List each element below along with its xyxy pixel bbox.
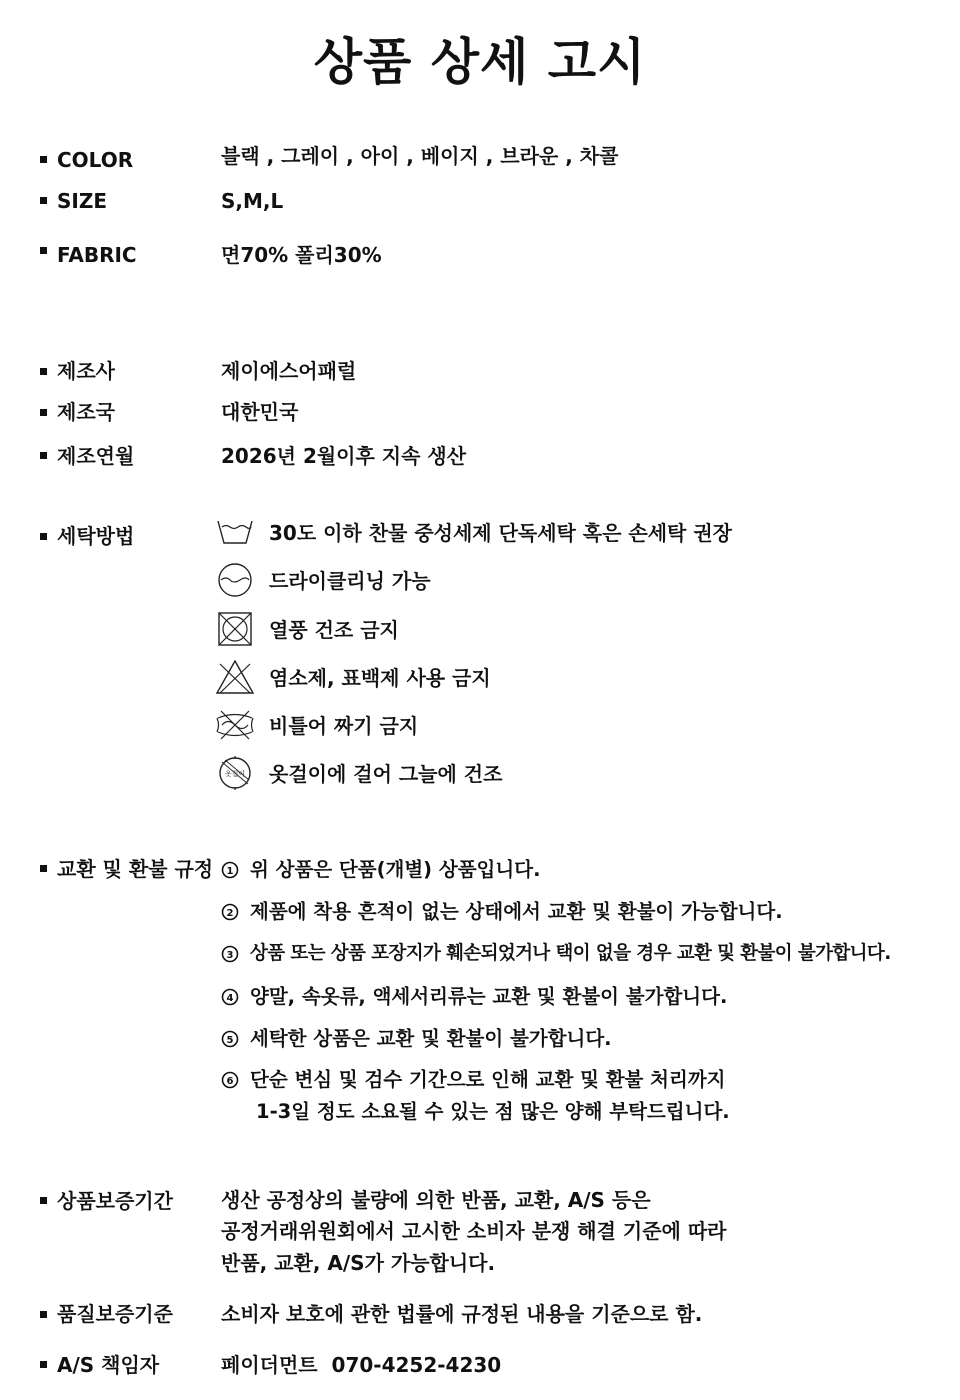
policy-label: 교환 및 환불 규정 [57, 857, 214, 881]
color-label: COLOR [57, 148, 134, 172]
maker-value: 제이에스어패럴 [221, 359, 357, 383]
as-value: 페이더먼트 070-4252-4230 [221, 1353, 502, 1377]
size-value: S,M,L [221, 189, 284, 213]
bullet [40, 1197, 47, 1204]
care-text: 옷걸이에 걸어 그늘에 건조 [269, 762, 503, 786]
policy-item: 제품에 착용 흔적이 없는 상태에서 교환 및 환불이 가능합니다. [250, 900, 783, 923]
svg-text:2: 2 [226, 908, 234, 919]
warranty-label: 상품보증기간 [57, 1189, 173, 1213]
quality-label: 품질보증기준 [57, 1302, 173, 1326]
circled-number-3-icon [221, 945, 239, 963]
care-text: 염소제, 표백제 사용 금지 [269, 666, 491, 690]
bullet [40, 1361, 47, 1368]
warranty-line: 생산 공정상의 불량에 의한 반품, 교환, A/S 등은 [221, 1188, 651, 1212]
care-text: 비틀어 짜기 금지 [269, 714, 419, 738]
circled-number-6-icon [221, 1071, 239, 1089]
bullet [40, 452, 47, 459]
svg-text:5: 5 [226, 1035, 234, 1046]
care-text: 드라이클리닝 가능 [269, 569, 431, 593]
warranty-line: 공정거래위원회에서 고시한 소비자 분쟁 해결 기준에 따라 [221, 1219, 727, 1243]
svg-text:1: 1 [226, 866, 234, 877]
no-bleach-icon [216, 660, 254, 694]
date-label: 제조연월 [57, 444, 135, 468]
bullet [40, 197, 47, 204]
no-tumble-dry-icon [216, 612, 254, 646]
bullet [40, 368, 47, 375]
fabric-value: 면70% 폴리30% [221, 243, 382, 267]
policy-item: 위 상품은 단품(개별) 상품입니다. [250, 858, 541, 881]
bullet [40, 247, 47, 254]
maker-label: 제조사 [57, 359, 115, 383]
svg-text:3: 3 [226, 950, 234, 961]
warranty-line: 반품, 교환, A/S가 가능합니다. [221, 1251, 496, 1275]
circled-number-5-icon [221, 1030, 239, 1048]
policy-item: 양말, 속옷류, 액세서리류는 교환 및 환불이 불가합니다. [250, 985, 728, 1008]
care-text: 열풍 건조 금지 [269, 618, 399, 642]
no-wring-icon [216, 708, 254, 742]
fabric-label: FABRIC [57, 243, 137, 267]
policy-item: 상품 또는 상품 포장지가 훼손되었거나 택이 없을 경우 교환 및 환불이 불가합니다. [250, 943, 891, 964]
wash-tub-icon [216, 515, 254, 549]
as-label: A/S 책임자 [57, 1353, 160, 1377]
svg-text:4: 4 [226, 993, 234, 1004]
page-title: 상품 상세 고시 [313, 33, 647, 91]
bullet [40, 533, 47, 540]
size-label: SIZE [57, 189, 108, 213]
svg-text:6: 6 [226, 1076, 234, 1087]
bullet [40, 865, 47, 872]
dry-clean-icon [216, 563, 254, 597]
policy-item-continuation: 1-3일 정도 소요될 수 있는 점 많은 양해 부탁드립니다. [256, 1100, 730, 1123]
color-value: 블랙 , 그레이 , 아이 , 베이지 , 브라운 , 차콜 [221, 144, 619, 168]
bullet [40, 1311, 47, 1318]
quality-value: 소비자 보호에 관한 법률에 규정된 내용을 기준으로 함. [221, 1302, 703, 1326]
hanger-dry-icon [216, 756, 254, 790]
country-label: 제조국 [57, 400, 115, 424]
date-value: 2026년 2월이후 지속 생산 [221, 444, 467, 468]
care-text: 30도 이하 찬물 중성세제 단독세탁 혹은 손세탁 권장 [269, 521, 732, 545]
hanger-icon-text: 옷걸이 [224, 770, 246, 778]
washing-label: 세탁방법 [57, 524, 135, 548]
country-value: 대한민국 [221, 400, 299, 424]
circled-number-1-icon [221, 861, 239, 879]
bullet [40, 409, 47, 416]
circled-number-4-icon [221, 988, 239, 1006]
bullet [40, 156, 47, 163]
circled-number-2-icon [221, 903, 239, 921]
policy-item: 단순 변심 및 검수 기간으로 인해 교환 및 환불 처리까지 [250, 1068, 726, 1091]
policy-item: 세탁한 상품은 교환 및 환불이 불가합니다. [250, 1027, 612, 1050]
